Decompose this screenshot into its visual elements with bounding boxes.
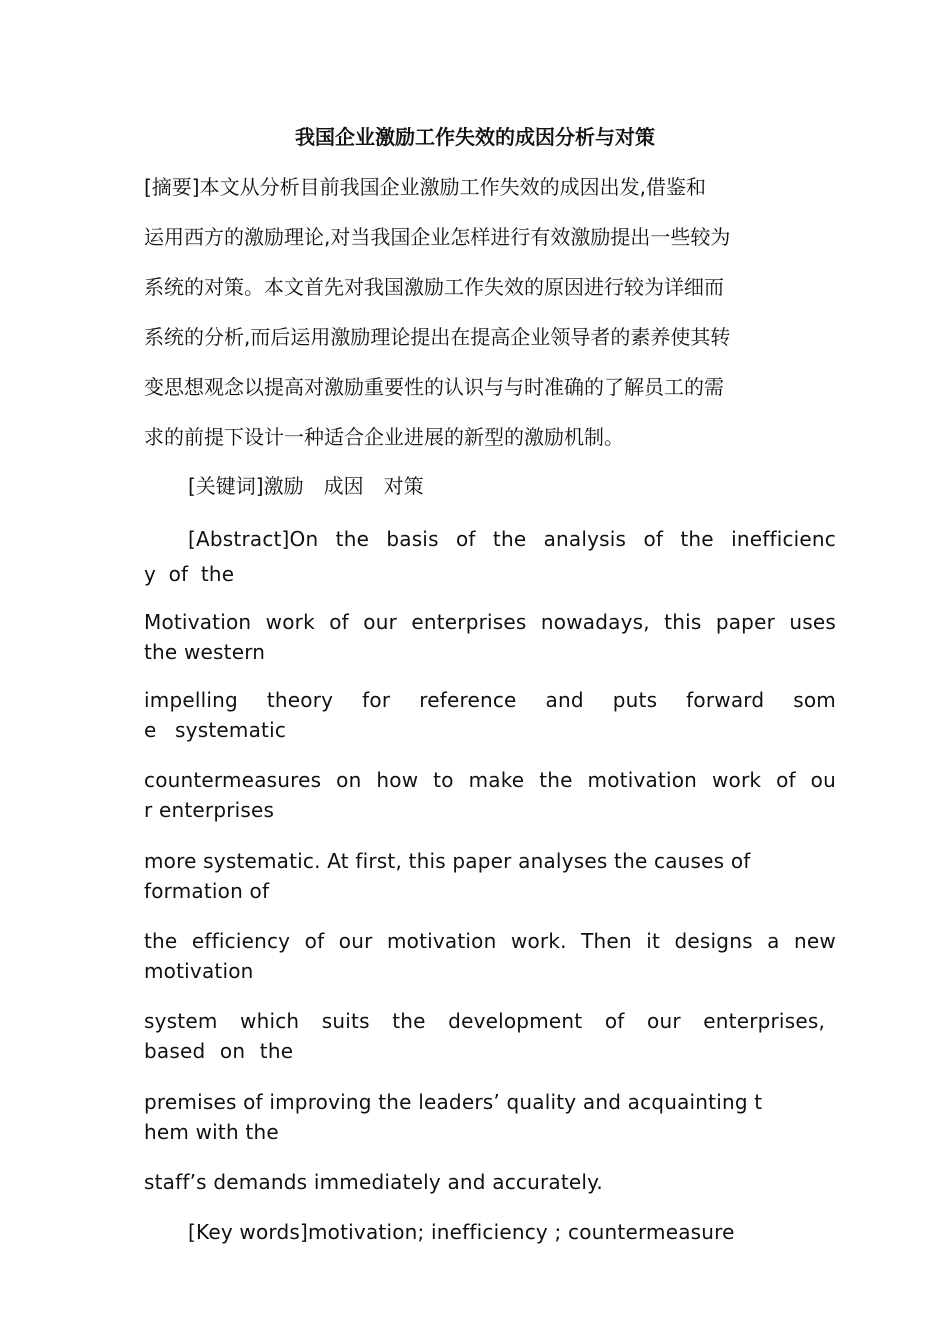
abstract-en-line bbox=[144, 846, 836, 906]
abstract-en-line bbox=[188, 524, 836, 554]
abstract-en-line-part: motivation bbox=[144, 959, 254, 983]
abstract-en-line-part: the efficiency of our motivation work. Then it designs a new bbox=[144, 929, 836, 953]
abstract-en-line-part: hem with the bbox=[144, 1120, 279, 1144]
abstract-en-line-part: system which suits the development of our enterprises, bbox=[144, 1009, 825, 1033]
abstract-en-line-wrap bbox=[144, 559, 836, 589]
abstract-en-line bbox=[144, 1087, 836, 1147]
abstract-zh-line: [摘要]本文从分析目前我国企业激励工作失效的成因出发,借鉴和 bbox=[144, 175, 706, 199]
abstract-en-line bbox=[144, 765, 836, 825]
abstract-en-line bbox=[144, 607, 836, 667]
abstract-zh-line: 运用西方的激励理论,对当我国企业怎样进行有效激励提出一些较为 bbox=[144, 225, 731, 249]
abstract-en-line-part: e systematic bbox=[144, 718, 287, 742]
abstract-zh-line: 变思想观念以提高对激励重要性的认识与与时准确的了解员工的需 bbox=[144, 375, 724, 399]
abstract-zh-line: 求的前提下设计一种适合企业进展的新型的激励机制。 bbox=[144, 425, 624, 449]
abstract-en-line-part: more systematic. At first, this paper analyses the causes of bbox=[144, 849, 751, 873]
abstract-en-line-part: based on the bbox=[144, 1039, 294, 1063]
abstract-zh-line: 系统的分析,而后运用激励理论提出在提高企业领导者的素养使其转 bbox=[144, 325, 731, 349]
abstract-en-line bbox=[144, 685, 836, 745]
keywords-zh: [关键词]激励 成因 对策 bbox=[188, 474, 424, 498]
abstract-en-line-part: [Abstract]On the basis of the analysis of the inefficienc bbox=[188, 527, 836, 551]
abstract-en-line-part: the western bbox=[144, 640, 266, 664]
document-title: 我国企业激励工作失效的成因分析与对策 bbox=[295, 125, 655, 149]
abstract-en-line-part: y of the bbox=[144, 562, 235, 586]
abstract-en-line-part: Motivation work of our enterprises nowadays, this paper uses bbox=[144, 610, 836, 634]
keywords-en: [Key words]motivation; inefficiency ; countermeasure bbox=[188, 1220, 735, 1244]
abstract-en-line-part: r enterprises bbox=[144, 798, 275, 822]
abstract-en-line-part: countermeasures on how to make the motivation work of ou bbox=[144, 768, 836, 792]
abstract-en-last-line: staff’s demands immediately and accurately. bbox=[144, 1170, 603, 1194]
abstract-zh-line: 系统的对策。本文首先对我国激励工作失效的原因进行较为详细而 bbox=[144, 275, 724, 299]
abstract-en-line bbox=[144, 926, 836, 986]
abstract-en-line-part: premises of improving the leaders’ quality and acquainting t bbox=[144, 1090, 763, 1114]
abstract-en-line-part: formation of bbox=[144, 879, 270, 903]
abstract-en-line-part: impelling theory for reference and puts forward som bbox=[144, 688, 836, 712]
abstract-en-line bbox=[144, 1006, 825, 1066]
